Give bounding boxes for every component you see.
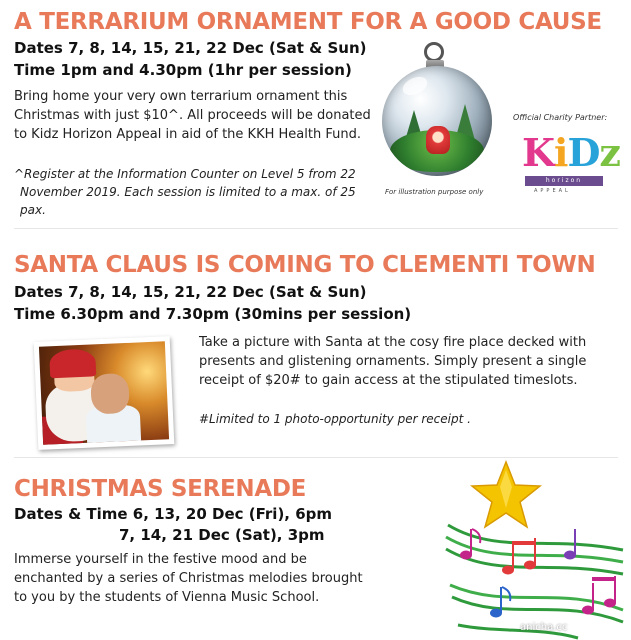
child-head <box>90 373 130 415</box>
terrarium-desc-line: Christmas with just $10^. All proceeds will be donated <box>14 108 371 123</box>
santa-photo <box>34 336 175 450</box>
santa-desc-line: receipt of $20# to gain access at the stipulated timeslots. <box>199 373 578 388</box>
kidz-horizon-logo <box>522 130 621 200</box>
ornament-ball <box>382 66 492 176</box>
kidz-logo-wordmark: KiDz <box>522 130 621 175</box>
watermark: anicha.cc <box>520 622 568 633</box>
serenade-desc-line: to you by the students of Vienna Music School. <box>14 590 320 605</box>
charity-partner-label: Official Charity Partner: <box>513 113 608 122</box>
ornament-santa-figure <box>426 126 450 154</box>
section-title-serenade: CHRISTMAS SERENADE <box>14 476 307 502</box>
serenade-dates-line-1: Dates & Time 6, 13, 20 Dec (Fri), 6pm <box>14 505 333 523</box>
santa-hat <box>49 348 96 378</box>
ornament-ring <box>424 42 444 62</box>
santa-note: #Limited to 1 photo-opportunity per receipt . <box>199 412 471 426</box>
terrarium-desc-line: to Kidz Horizon Appeal in aid of the KKH Health Fund. <box>14 127 361 142</box>
section-title-santa: SANTA CLAUS IS COMING TO CLEMENTI TOWN <box>14 252 596 278</box>
serenade-desc-line: enchanted by a series of Christmas melodies brought <box>14 571 363 586</box>
section-divider <box>14 457 618 458</box>
santa-desc-line: Take a picture with Santa at the cosy fire place decked with <box>199 335 587 350</box>
santa-photo-scene <box>39 341 169 444</box>
santa-time: Time 6.30pm and 7.30pm (30mins per session) <box>14 305 412 323</box>
santa-desc-line: presents and glistening ornaments. Simply present a single <box>199 354 587 369</box>
terrarium-ornament-image <box>382 42 492 182</box>
section-divider <box>14 228 618 229</box>
terrarium-time: Time 1pm and 4.30pm (1hr per session) <box>14 61 352 79</box>
santa-dates: Dates 7, 8, 14, 15, 21, 22 Dec (Sat & Sun) <box>14 283 367 301</box>
terrarium-description <box>14 87 384 144</box>
terrarium-note-line: November 2019. Each session is limited to a max. of 25 pax. <box>20 185 356 217</box>
section-title-terrarium: A TERRARIUM ORNAMENT FOR A GOOD CAUSE <box>14 9 602 35</box>
terrarium-dates: Dates 7, 8, 14, 15, 21, 22 Dec (Sat & Sun) <box>14 39 367 57</box>
terrarium-registration-note <box>14 165 384 219</box>
serenade-description <box>14 550 394 607</box>
serenade-desc-line: Immerse yourself in the festive mood and be <box>14 552 307 567</box>
kidz-logo-horizon: horizon <box>525 176 603 186</box>
terrarium-note-line: ^Register at the Information Counter on Level 5 from 22 <box>14 167 356 181</box>
terrarium-desc-line: Bring home your very own terrarium ornament this <box>14 89 348 104</box>
ornament-shine <box>400 73 430 98</box>
santa-description <box>199 333 619 390</box>
kidz-logo-appeal: APPEAL <box>534 188 571 194</box>
serenade-dates-line-2: 7, 14, 21 Dec (Sat), 3pm <box>119 526 325 544</box>
illustration-caption: For illustration purpose only <box>385 188 484 196</box>
